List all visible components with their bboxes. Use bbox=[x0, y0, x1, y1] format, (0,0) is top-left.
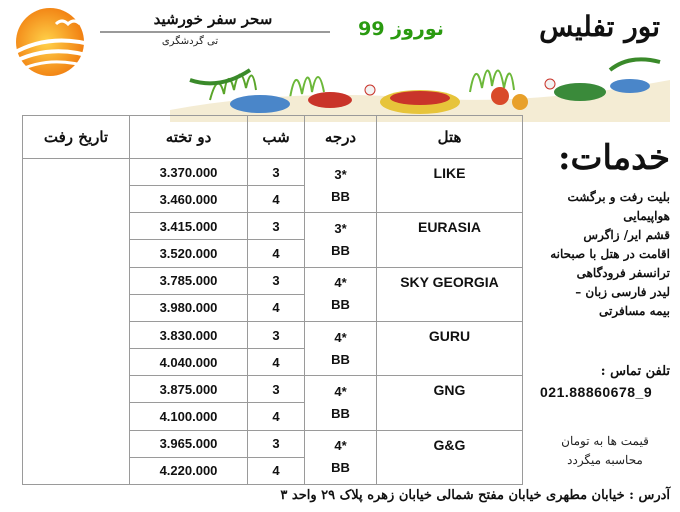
agency-divider bbox=[100, 31, 330, 33]
price-cell: 3.875.000 bbox=[130, 376, 248, 403]
price-cell: 3.965.000 bbox=[130, 430, 248, 457]
header-hotel: هتل bbox=[377, 116, 523, 159]
services-list bbox=[520, 188, 670, 321]
hotel-name-cell: GURU bbox=[377, 321, 523, 375]
header-double: دو تخته bbox=[130, 116, 248, 159]
price-table-body bbox=[23, 159, 523, 485]
currency-note-line2: محاسبه میگردد bbox=[567, 453, 643, 467]
contact-phone: 021.88860678_9 bbox=[540, 384, 653, 400]
nights-cell: 3 bbox=[248, 430, 305, 457]
contact-label: تلفن تماس : bbox=[600, 364, 670, 379]
services-title: خدمات: bbox=[558, 138, 670, 178]
table-row bbox=[23, 159, 523, 186]
grade-cell bbox=[305, 430, 377, 484]
grade-board: BB bbox=[331, 188, 350, 204]
tour-title: تور تفلیس bbox=[539, 10, 660, 43]
grade-cell bbox=[305, 267, 377, 321]
header-date: تاریخ رفت bbox=[23, 116, 130, 159]
currency-note bbox=[540, 432, 670, 470]
sun-logo-icon bbox=[6, 2, 98, 80]
price-cell: 4.100.000 bbox=[130, 403, 248, 430]
address: آدرس : خیابان مطهری خیابان مفتح شمالی خیابان زهره پلاک ۲۹ واحد ۳ bbox=[280, 488, 670, 503]
service-item: لیدر فارسی زبان – bbox=[575, 285, 670, 299]
grade-board: BB bbox=[331, 242, 350, 258]
grade-stars: 3* bbox=[334, 220, 347, 236]
price-cell: 4.040.000 bbox=[130, 349, 248, 376]
grade-cell bbox=[305, 159, 377, 213]
grade-stars: 4* bbox=[334, 438, 347, 454]
nights-cell: 3 bbox=[248, 267, 305, 294]
hotel-name-cell: G&G bbox=[377, 430, 523, 484]
grade-board: BB bbox=[331, 351, 350, 367]
price-cell: 3.785.000 bbox=[130, 267, 248, 294]
grade-cell bbox=[305, 321, 377, 375]
header-grade: درجه bbox=[305, 116, 377, 159]
price-table bbox=[22, 115, 523, 485]
grade-stars: 4* bbox=[334, 329, 347, 345]
price-cell: 3.415.000 bbox=[130, 213, 248, 240]
currency-note-line1: قیمت ها به تومان bbox=[561, 434, 649, 448]
grade-cell bbox=[305, 376, 377, 430]
service-item: ترانسفر فرودگاهی bbox=[576, 266, 670, 280]
nights-cell: 4 bbox=[248, 240, 305, 267]
price-cell: 3.980.000 bbox=[130, 294, 248, 321]
hotel-name-cell: EURASIA bbox=[377, 213, 523, 267]
grade-cell bbox=[305, 213, 377, 267]
date-cell bbox=[23, 159, 130, 485]
nights-cell: 4 bbox=[248, 186, 305, 213]
nights-cell: 4 bbox=[248, 457, 305, 484]
nights-cell: 3 bbox=[248, 321, 305, 348]
nights-cell: 4 bbox=[248, 349, 305, 376]
agency-subtitle: تی گردشگری bbox=[161, 36, 219, 47]
grade-stars: 3* bbox=[334, 166, 347, 182]
grade-stars: 4* bbox=[334, 383, 347, 399]
service-item: اقامت در هتل با صبحانه bbox=[550, 247, 670, 261]
nights-cell: 3 bbox=[248, 376, 305, 403]
agency-name: سحر سفر خورشید bbox=[153, 10, 273, 28]
grade-board: BB bbox=[331, 405, 350, 421]
price-cell: 3.520.000 bbox=[130, 240, 248, 267]
header-nights: شب bbox=[248, 116, 305, 159]
haftsin-table-illustration bbox=[170, 40, 670, 122]
hotel-name-cell: LIKE bbox=[377, 159, 523, 213]
service-item: بیمه مسافرتی bbox=[599, 304, 670, 318]
service-item: بلیت رفت و برگشت هواپیمایی bbox=[567, 190, 670, 223]
nights-cell: 3 bbox=[248, 159, 305, 186]
hotel-name-cell: GNG bbox=[377, 376, 523, 430]
nights-cell: 4 bbox=[248, 294, 305, 321]
price-cell: 4.220.000 bbox=[130, 457, 248, 484]
nights-cell: 4 bbox=[248, 403, 305, 430]
price-cell: 3.830.000 bbox=[130, 321, 248, 348]
table-header-row bbox=[23, 116, 523, 159]
hotel-name-cell: SKY GEORGIA bbox=[377, 267, 523, 321]
service-item: قشم ایر/ زاگرس bbox=[583, 228, 670, 242]
campaign-badge: نوروز 99 bbox=[358, 18, 444, 40]
nights-cell: 3 bbox=[248, 213, 305, 240]
price-cell: 3.460.000 bbox=[130, 186, 248, 213]
grade-board: BB bbox=[331, 297, 350, 313]
price-cell: 3.370.000 bbox=[130, 159, 248, 186]
grade-stars: 4* bbox=[334, 275, 347, 291]
grade-board: BB bbox=[331, 460, 350, 476]
